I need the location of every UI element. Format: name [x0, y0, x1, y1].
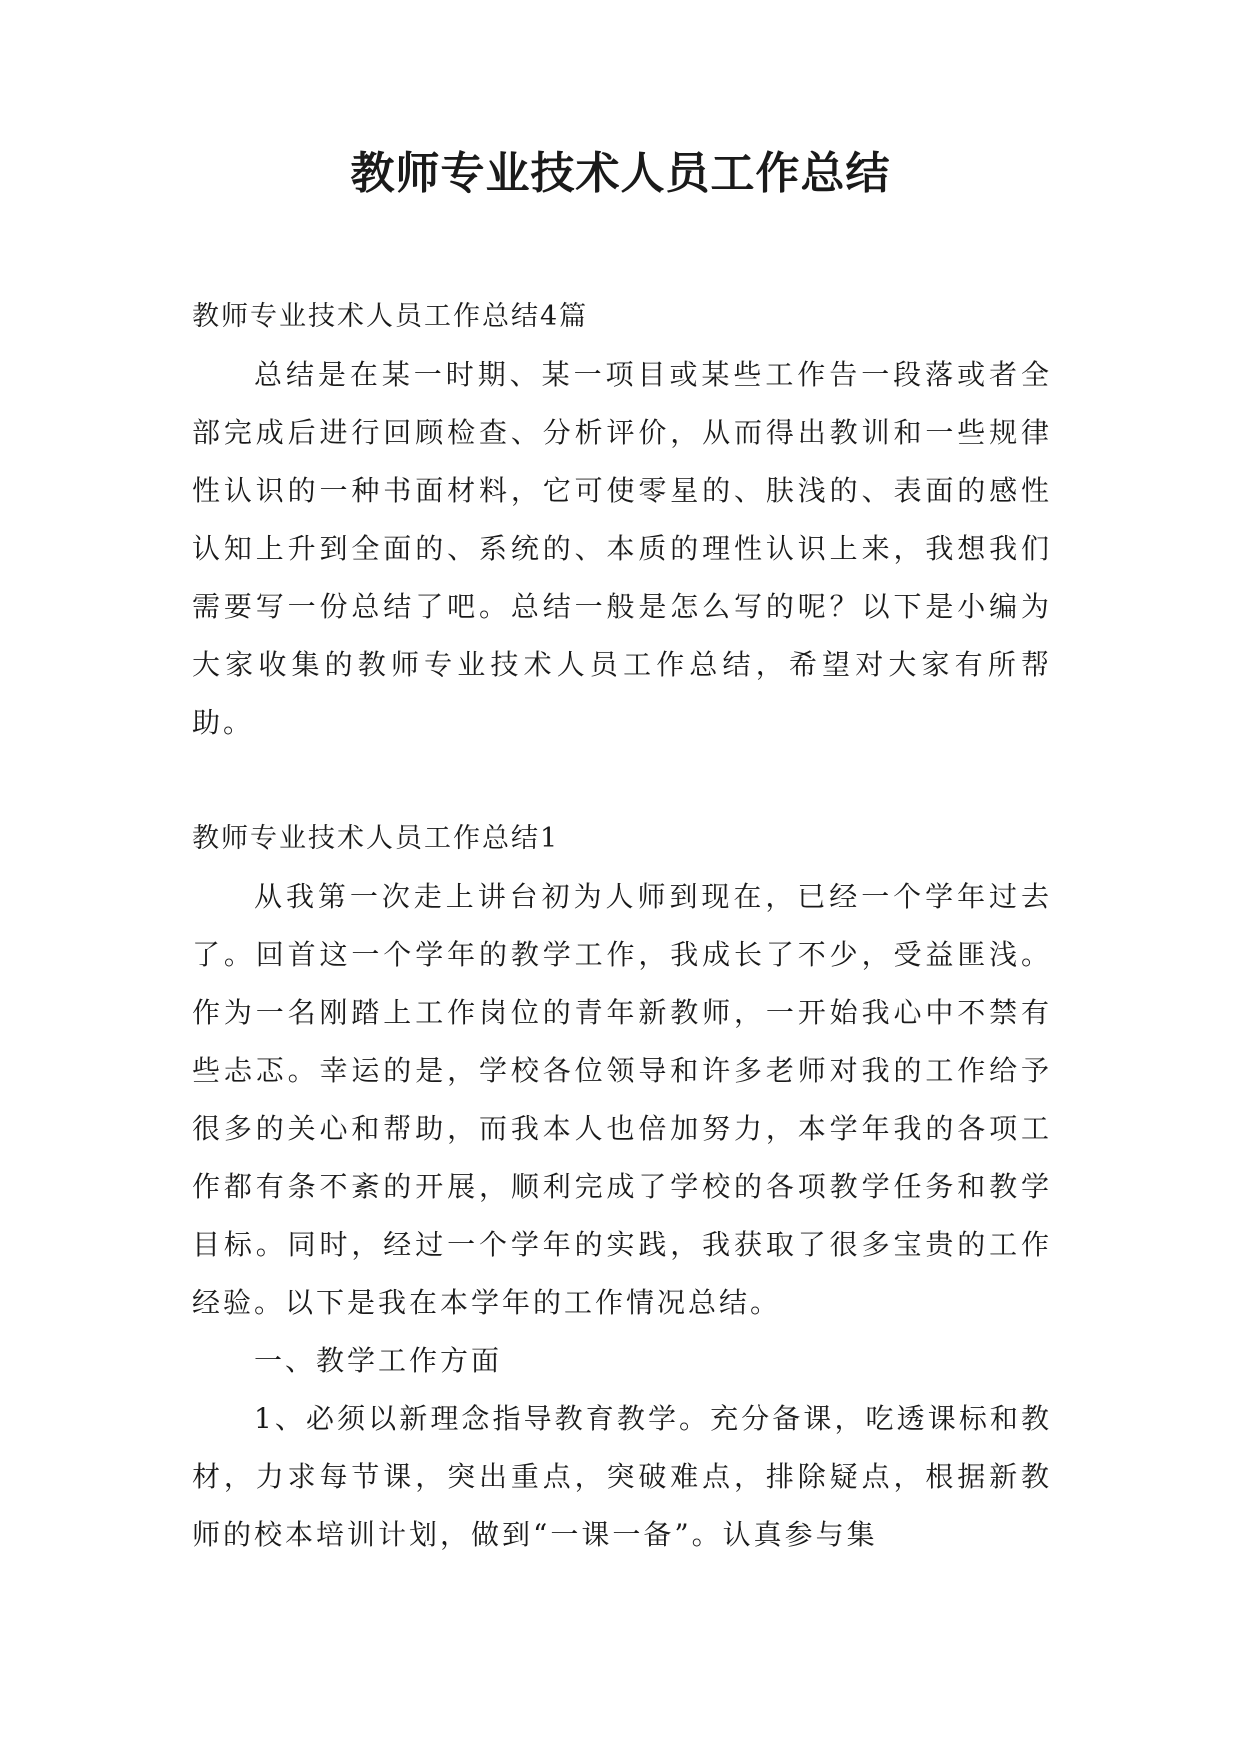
section-heading: 教师专业技术人员工作总结1	[192, 823, 560, 854]
section-item-heading: 一、教学工作方面	[254, 1344, 503, 1377]
document-subtitle: 教师专业技术人员工作总结4篇	[192, 301, 589, 332]
paragraph-spacer	[192, 752, 1052, 810]
section-paragraph: 从我第一次走上讲台初为人师到现在，已经一个学年过去了。回首这一个学年的教学工作，我成长了不少，受益匪浅。作为一名刚踏上工作岗位的青年新教师，一开始我心中不禁有些忐忑。幸运的是，学校各位领导和许多老师对我的工作给予很多的关心和帮助，而我本人也倍加努力，本学年我的各项工作都有条不紊的开展，顺利完成了学校的各项教学任务和教学目标。同时，经过一个学年的实践，我获取了很多宝贵的工作经验。以下是我在本学年的工作情况总结。	[192, 880, 1052, 1319]
document-body	[192, 288, 1052, 1564]
section-item-paragraph: 1、必须以新理念指导教育教学。充分备课，吃透课标和教材，力求每节课，突出重点，突破难点，排除疑点，根据新教师的校本培训计划，做到“一课一备”。认真参与集	[192, 1402, 1052, 1551]
document-title: 教师专业技术人员工作总结	[350, 148, 891, 199]
intro-paragraph: 总结是在某一时期、某一项目或某些工作告一段落或者全部完成后进行回顾检查、分析评价，从而得出教训和一些规律性认识的一种书面材料，它可使零星的、肤浅的、表面的感性认知上升到全面的、系统的、本质的理性认识上来，我想我们需要写一份总结了吧。总结一般是怎么写的呢？以下是小编为大家收集的教师专业技术人员工作总结，希望对大家有所帮助。	[192, 358, 1052, 739]
